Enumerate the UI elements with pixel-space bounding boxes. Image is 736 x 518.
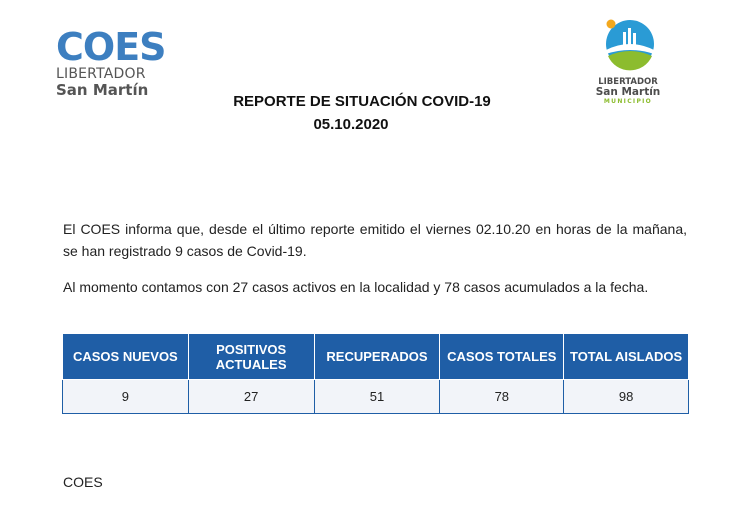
municipio-emblem-icon — [599, 16, 657, 76]
report-title: REPORTE DE SITUACIÓN COVID-19 — [233, 93, 491, 110]
cases-table — [62, 333, 689, 414]
header-positivos-actuales: POSITIVOS ACTUALES — [188, 334, 314, 380]
signature: COES — [63, 474, 103, 490]
value-casos-nuevos: 9 — [63, 380, 189, 414]
municipio-logo-san-martin: San Martín — [595, 86, 661, 98]
header-casos-nuevos: CASOS NUEVOS — [63, 334, 189, 380]
coes-logo — [56, 25, 166, 99]
report-date: 05.10.2020 — [313, 116, 389, 133]
coes-logo-wordmark: COES — [56, 25, 166, 69]
cases-table-header-row — [63, 334, 689, 380]
header-recuperados: RECUPERADOS — [314, 334, 440, 380]
value-positivos-actuales: 27 — [188, 380, 314, 414]
header-total-aislados: TOTAL AISLADOS — [564, 334, 689, 380]
coes-logo-san-martin: San Martín — [56, 81, 149, 99]
report-paragraph-1: El COES informa que, desde el último reporte emitido el viernes 02.10.20 en horas de la mañana, se han registrado 9 casos de Covid-19. — [63, 221, 687, 259]
value-casos-totales: 78 — [440, 380, 564, 414]
report-paragraph-2: Al momento contamos con 27 casos activos en la localidad y 78 casos acumulados a la fecha. — [63, 279, 649, 295]
header-casos-totales: CASOS TOTALES — [440, 334, 564, 380]
municipio-logo-libertador: LIBERTADOR — [598, 77, 658, 87]
value-total-aislados: 98 — [564, 380, 689, 414]
coes-logo-libertador: LIBERTADOR — [56, 66, 146, 82]
value-recuperados: 51 — [314, 380, 440, 414]
municipio-logo-municipio: MUNICIPIO — [603, 98, 653, 105]
table-row — [63, 380, 689, 414]
